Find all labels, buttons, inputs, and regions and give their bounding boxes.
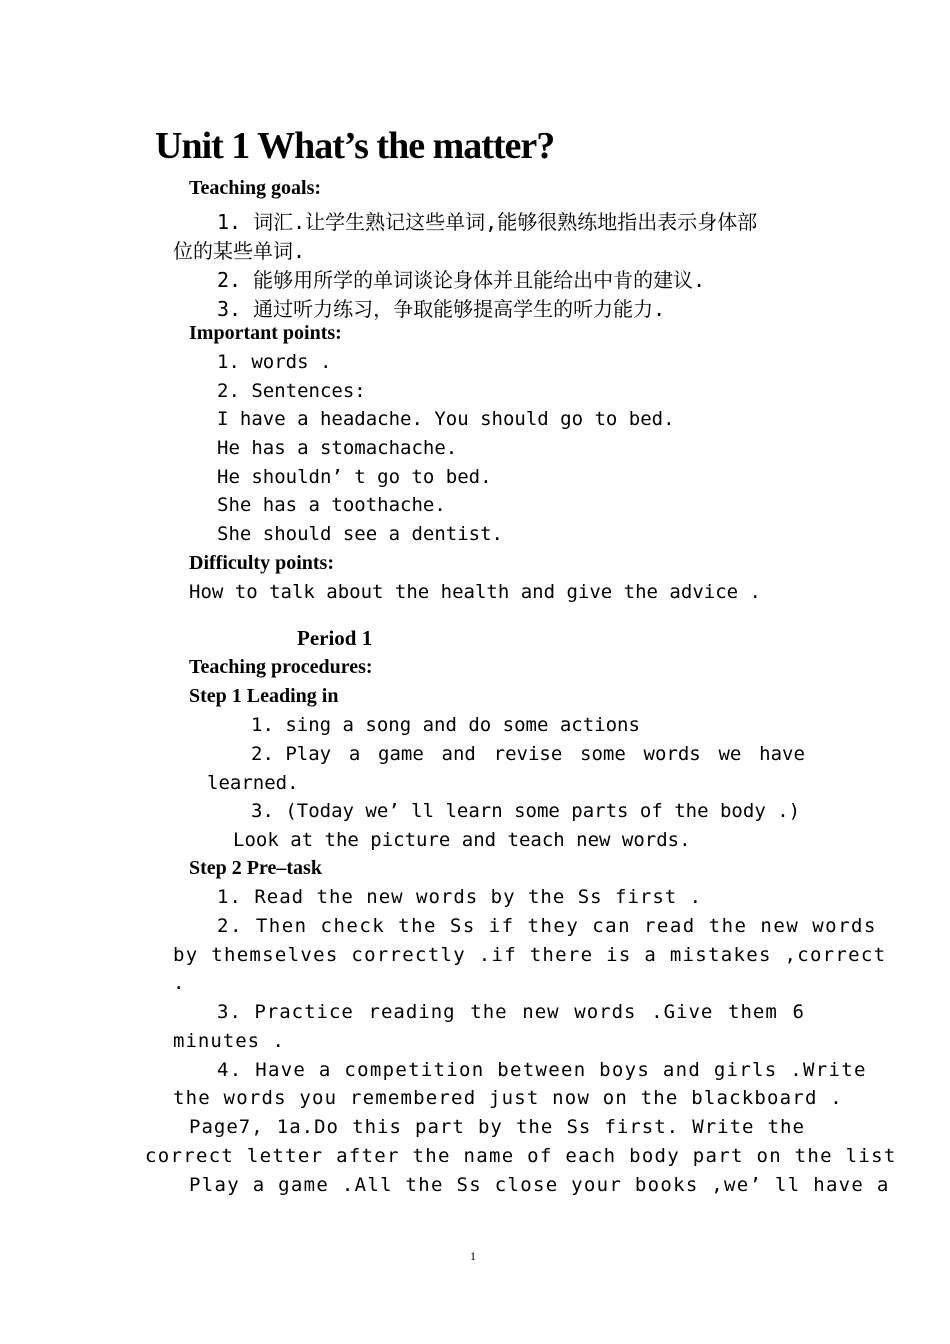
- word: a: [348, 743, 361, 765]
- game-line-1: Play a game .All the Ss close your books ,we’ ll have a: [189, 1174, 890, 1196]
- word: 3. Practice: [217, 1001, 354, 1023]
- sentence-line: I have a headache. You should go to bed.: [217, 408, 675, 430]
- word: some: [580, 743, 626, 765]
- word: we: [718, 743, 742, 765]
- difficulty-points-heading: Difficulty points:: [189, 552, 334, 574]
- word: by: [477, 1116, 503, 1138]
- page-number: 1: [470, 1249, 476, 1263]
- period-heading: Period 1: [297, 626, 373, 650]
- word: the: [767, 1116, 805, 1138]
- goal-1-line-1: 1. 词汇.让学生熟记这些单词,能够很熟练地指出表示身体部: [217, 210, 758, 234]
- word: reading: [368, 1001, 456, 1023]
- page-title: Unit 1 What’s the matter?: [155, 125, 555, 167]
- step-1-item-3: 3. (Today we’ ll learn some parts of the body .): [251, 800, 801, 822]
- step-2-heading: Step 2 Pre–task: [189, 857, 322, 879]
- step-2-item-3-line-2: minutes .: [173, 1030, 285, 1052]
- word: 2. Play: [251, 743, 332, 765]
- word: the: [470, 1001, 508, 1023]
- word: .Give: [651, 1001, 714, 1023]
- word: 6: [792, 1001, 805, 1023]
- step-1-item-1: 1. sing a song and do some actions: [251, 714, 640, 736]
- word: Page7,: [189, 1116, 264, 1138]
- goal-1-line-2: 位的某些单词.: [173, 239, 306, 263]
- word: revise: [493, 743, 563, 765]
- word: the: [515, 1116, 554, 1138]
- step-1-item-2-line-2: learned.: [207, 772, 299, 794]
- important-item-2: 2. Sentences:: [217, 380, 366, 402]
- difficulty-text: How to talk about the health and give the advice .: [189, 581, 761, 603]
- sentence-line: She has a toothache.: [217, 494, 446, 516]
- page7-line-2: correct letter after the name of each body part on the list: [145, 1145, 897, 1167]
- step-2-item-4-line-2: the words you remembered just now on the blackboard .: [173, 1087, 843, 1109]
- teaching-goals-heading: Teaching goals:: [189, 177, 322, 199]
- word: new: [522, 1001, 560, 1023]
- word: and: [441, 743, 476, 765]
- step-2-item-3-line-1: [217, 1001, 805, 1023]
- word: 1a.Do: [276, 1116, 339, 1138]
- word: game: [378, 743, 424, 765]
- goal-2: 2. 能够用所学的单词谈论身体并且能给出中肯的建议.: [217, 268, 706, 292]
- step-2-item-1: 1. Read the new words by the Ss first .: [217, 886, 703, 908]
- word: Write: [692, 1116, 755, 1138]
- sentence-line: He has a stomachache.: [217, 437, 458, 459]
- word: Ss: [566, 1116, 592, 1138]
- word: words: [643, 743, 701, 765]
- sentence-line: He shouldn’ t go to bed.: [217, 466, 492, 488]
- step-1-item-2-line-1: [251, 743, 805, 765]
- word: this: [352, 1116, 402, 1138]
- word: have: [759, 743, 805, 765]
- important-points-heading: Important points:: [189, 322, 342, 344]
- step-1-item-4: Look at the picture and teach new words.: [233, 829, 691, 851]
- step-2-item-4-line-1: 4. Have a competition between boys and girls .Write: [217, 1059, 867, 1081]
- word: part: [415, 1116, 465, 1138]
- teaching-procedures-heading: Teaching procedures:: [189, 656, 373, 678]
- sentence-line: She should see a dentist.: [217, 523, 503, 545]
- step-2-item-2-line-3: .: [173, 972, 185, 994]
- word: first.: [604, 1116, 680, 1138]
- step-1-heading: Step 1 Leading in: [189, 685, 339, 707]
- word: words: [574, 1001, 637, 1023]
- important-item-1: 1. words .: [217, 351, 332, 373]
- step-2-item-2-line-1: 2. Then check the Ss if they can read the new words: [217, 915, 877, 937]
- word: them: [728, 1001, 778, 1023]
- page7-line-1: [189, 1116, 805, 1138]
- step-2-item-2-line-2: by themselves correctly .if there is a mistakes ,correct: [173, 944, 887, 966]
- goal-3: 3. 通过听力练习，争取能够提高学生的听力能力.: [217, 297, 666, 321]
